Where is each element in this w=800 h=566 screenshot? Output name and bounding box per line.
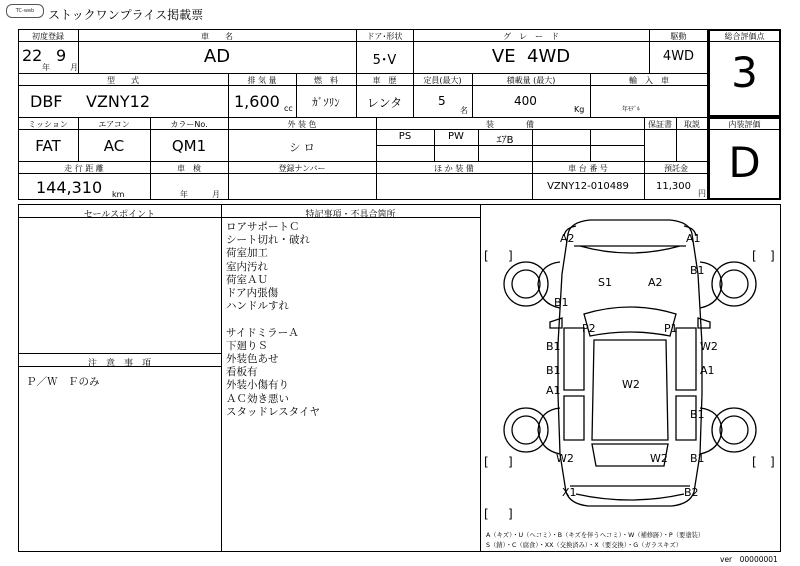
mileage-label: 走 行 距 離 <box>64 164 104 173</box>
interior-score: D <box>728 138 761 187</box>
import-model-year: 年ﾓﾃﾞﾙ <box>622 106 641 113</box>
interior-label: 内装評価 <box>728 120 761 129</box>
mileage-unit: km <box>112 190 125 199</box>
note-item: 外装色あせ <box>226 353 279 366</box>
capacity-label: 定員(最大) <box>423 76 462 85</box>
damage-mark: W2 <box>556 452 574 465</box>
damage-mark: A1 <box>686 232 701 245</box>
fuel-label: 燃 料 <box>314 76 338 85</box>
displacement-unit: cc <box>284 104 293 113</box>
caution-label: 注 意 事 項 <box>87 359 151 369</box>
damage-mark: B1 <box>690 408 705 421</box>
bracket-open: [ <box>484 455 489 469</box>
damage-mark: W2 <box>622 378 640 391</box>
bracket-open: [ <box>752 249 757 263</box>
sales-point-label: セールスポイント <box>83 210 156 220</box>
page-title: ストックワンプライス掲載票 <box>48 8 204 22</box>
manual-label: 取説 <box>684 120 700 129</box>
note-item: ドア内張傷 <box>226 287 279 300</box>
model-label: 型 式 <box>107 76 139 85</box>
car-name: AD <box>203 46 231 67</box>
reg-month-unit: 月 <box>70 63 78 72</box>
fuel: ｶﾞｿﾘﾝ <box>312 96 340 109</box>
grade-label: グ レ ー ド <box>503 32 559 41</box>
equipment-pw: PW <box>448 131 464 142</box>
reg-year: 22 <box>22 46 43 65</box>
note-item: 外装小傷有り <box>226 379 289 392</box>
model-prefix: DBF <box>30 92 63 111</box>
overall-label: 総合評価点 <box>724 32 765 41</box>
bracket-close: ] <box>508 507 513 521</box>
displacement: 1,600 <box>234 92 280 111</box>
chassis-label: 車 台 番 号 <box>568 164 608 173</box>
bracket-open: [ <box>752 455 757 469</box>
warranty-label: 保証書 <box>648 120 672 129</box>
damage-mark: A2 <box>648 276 663 289</box>
damage-mark: S1 <box>598 276 612 289</box>
equipment-airbag: ｴｱB <box>496 135 514 146</box>
import-label: 輸 入 車 <box>629 76 669 85</box>
capacity-unit: 名 <box>460 106 468 115</box>
bracket-close: ] <box>508 455 513 469</box>
drive-label: 駆動 <box>670 32 687 41</box>
damage-mark: A1 <box>700 364 715 377</box>
exterior-color-label: 外 装 色 <box>287 120 317 129</box>
note-item: ハンドルすれ <box>226 300 289 313</box>
reg-year-unit: 年 <box>42 63 50 72</box>
price-unit: 円 <box>698 189 706 198</box>
capacity: 5 <box>438 94 446 108</box>
damage-mark: P2 <box>582 322 596 335</box>
caution-text: Ｐ／Ｗ Ｆのみ <box>26 376 100 388</box>
note-item: 荷室ＡＵ <box>226 273 268 286</box>
damage-mark: B1 <box>554 296 569 309</box>
inspection-label: 車 検 <box>177 164 201 173</box>
notes-list <box>226 221 320 419</box>
history-label: 車 歴 <box>372 76 397 85</box>
notes-title: 特記事項・不具合箇所 <box>305 210 396 220</box>
note-item: サイドミラーＡ <box>226 326 299 339</box>
damage-mark: B1 <box>546 340 561 353</box>
note-item: 室内汚れ <box>226 260 268 273</box>
damage-mark: P1 <box>664 322 678 335</box>
drive-type: 4WD <box>662 49 695 64</box>
legend-line-2: S（錆）・C（腐食）・XX（交換済み）・X（要交換）・G（ガラスキズ） <box>486 542 682 549</box>
inspection-year-unit: 年 <box>180 190 188 199</box>
damage-mark: B1 <box>546 364 561 377</box>
load: 400 <box>514 94 537 108</box>
exterior-color: シ ロ <box>289 141 315 154</box>
damage-mark: B1 <box>690 452 705 465</box>
car-name-label: 車 名 <box>201 32 233 41</box>
note-item: ロアサポートＣ <box>226 221 300 233</box>
note-item: 荷室加工 <box>226 247 268 260</box>
bracket-close: ] <box>770 249 775 263</box>
note-item: 看板有 <box>226 366 258 379</box>
note-item <box>226 313 320 326</box>
legend-line-1: A（キズ）・U（ヘコミ）・B（キズを伴うヘコミ）・W（補修跡）・P（要塗装） <box>486 532 705 539</box>
damage-mark: B2 <box>684 486 699 499</box>
color-code: QM1 <box>171 137 207 155</box>
mission: FAT <box>35 137 61 155</box>
load-label: 積載量 (最大) <box>506 76 556 85</box>
mileage: 144,310 <box>36 178 103 197</box>
equipment-ps: PS <box>398 131 412 142</box>
note-item: スタッドレスタイヤ <box>226 405 320 418</box>
damage-mark: W2 <box>650 452 668 465</box>
damage-mark: B1 <box>690 264 705 277</box>
damage-mark: X1 <box>562 486 577 499</box>
damage-mark: W2 <box>700 340 718 353</box>
history: レンタ <box>366 96 403 110</box>
plate-label: 登録ナンバー <box>278 164 326 173</box>
bracket-open: [ <box>484 507 489 521</box>
inspection-month-unit: 月 <box>212 190 220 199</box>
other-equipment-label: ほ か 装 備 <box>434 164 474 173</box>
grade: VE 4WD <box>491 46 571 67</box>
door-type: 5･V <box>372 53 397 68</box>
equipment-label: 装 備 <box>486 120 534 129</box>
note-item: ＡＣ効き悪い <box>226 392 289 405</box>
note-item: シート切れ・破れ <box>226 234 310 247</box>
note-item: 下廻りＳ <box>226 339 268 352</box>
load-unit: Kg <box>574 105 585 114</box>
version-label: ver 00000001 <box>720 555 778 564</box>
bracket-close: ] <box>508 249 513 263</box>
overall-score: 3 <box>731 48 758 97</box>
reg-month: 9 <box>56 46 67 65</box>
aircon: AC <box>103 137 125 155</box>
first-reg-label: 初度登録 <box>32 32 64 41</box>
price-label: 預託金 <box>664 164 688 173</box>
chassis-no: VZNY12-010489 <box>547 181 629 192</box>
door-label: ドア･形状 <box>366 32 403 41</box>
mission-label: ミッション <box>28 120 68 129</box>
bracket-close: ] <box>770 455 775 469</box>
damage-mark: A1 <box>546 384 561 397</box>
aircon-label: エアコン <box>98 120 130 129</box>
color-no-label: カラーNo. <box>170 120 208 129</box>
damage-mark: A2 <box>560 232 575 245</box>
tc-web-logo: TC-web <box>6 4 44 18</box>
car-damage-diagram <box>480 204 780 526</box>
price: 11,300 <box>656 181 691 192</box>
bracket-open: [ <box>484 249 489 263</box>
model-code: VZNY12 <box>86 92 151 111</box>
displacement-label: 排 気 量 <box>247 76 277 85</box>
